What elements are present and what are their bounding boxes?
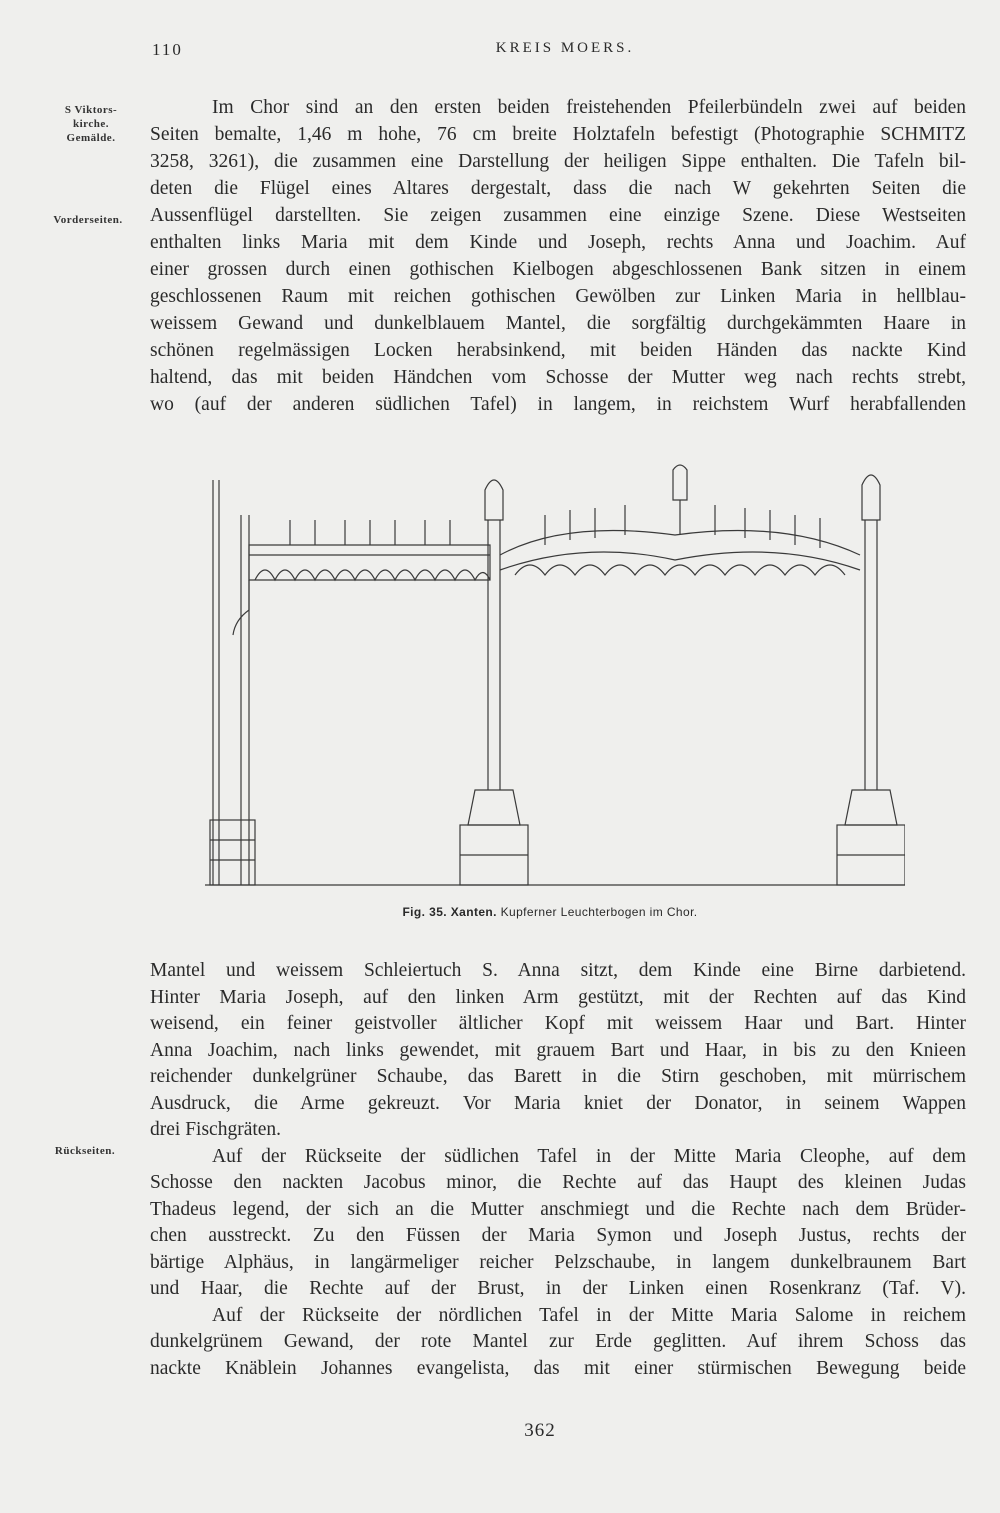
text-line: weissem Gewand und dunkelblauem Mantel, die sorgfältig durchgekämmten Haare in [150, 313, 966, 334]
figure-caption [0, 905, 1000, 919]
text-line: Aussenflügel darstellten. Sie zeigen zusammen eine einzige Szene. Diese Westseiten [150, 205, 966, 226]
text-line: wo (auf der anderen südlichen Tafel) in langem, in reichstem Wurf herabfallenden [150, 394, 966, 415]
text-line: einer grossen durch einen gothischen Kielbogen abgeschlossenen Bank sitzen in einem [150, 259, 966, 280]
text-line: Hinter Maria Joseph, auf den linken Arm gestützt, mit der Rechten auf das Kind [150, 986, 966, 1008]
running-title: KREIS MOERS. [495, 40, 635, 56]
paragraph-2 [150, 958, 966, 1382]
text-line: Auf der Rückseite der südlichen Tafel in der Mitte Maria Cleophe, auf dem [212, 1145, 966, 1167]
text-line: enthalten links Maria mit dem Kinde und Joseph, rechts Anna und Joachim. Auf [150, 232, 966, 253]
figure-place: Xanten. [450, 905, 497, 919]
text-line: drei Fischgräten. [150, 1119, 282, 1140]
figure-label: Fig. 35. [402, 905, 447, 919]
text-line: bärtige Alphäus, in langärmeliger reicher Pelzschaube, in langem dunkelbraunem Bart [150, 1251, 966, 1273]
text-line: chen ausstreckt. Zu den Füssen der Maria Symon und Joseph Justus, rechts der [150, 1225, 966, 1246]
margin-note-back: Rückseiten. [54, 1145, 116, 1157]
text-line: weisend, ein feiner geistvoller ältlicher Kopf mit weissem Haar und Bart. Hinter [150, 1013, 966, 1034]
margin-note-line: S Viktors- [64, 104, 118, 116]
paragraph-1 [150, 94, 966, 418]
text-line: geschlossenen Raum mit reichen gothischen Gewölben zur Linken Maria in hellblau- [150, 286, 966, 307]
text-line: dunkelgrünem Gewand, der rote Mantel zur Erde geglitten. Auf ihrem Schoss das [150, 1331, 966, 1352]
margin-note-church [36, 103, 146, 145]
candelabra-arch-illustration [205, 460, 905, 890]
text-line: haltend, das mit beiden Händchen vom Schosse der Mutter weg nach rechts strebt, [150, 367, 966, 388]
text-line: 3258, 3261), die zusammen eine Darstellung der heiligen Sippe enthalten. Die Tafeln bil- [150, 151, 966, 172]
text-line: Thadeus legend, der sich an die Mutter anschmiegt und die Rechte nach dem Brüder- [150, 1198, 966, 1220]
text-line: reichender dunkelgrüner Schaube, das Barett in die Stirn geschoben, mit mürrischem [150, 1066, 966, 1087]
text-line: Anna Joachim, nach links gewendet, mit grauem Bart und Haar, in bis zu den Knieen [150, 1039, 966, 1061]
text-line: und Haar, die Rechte auf der Brust, in der Linken einen Rosenkranz (Taf. V). [150, 1278, 966, 1299]
text-line: Schosse den nackten Jacobus minor, die Rechte auf das Haupt des kleinen Judas [150, 1172, 966, 1193]
text-line: Im Chor sind an den ersten beiden freistehenden Pfeilerbündeln zwei auf beiden [212, 97, 966, 118]
text-line: Seiten bemalte, 1,46 m hohe, 76 cm breite Holztafeln befestigt (Photographie SCHMITZ [150, 124, 966, 145]
margin-note-line: Gemälde. [66, 132, 116, 144]
text-line: Mantel und weissem Schleiertuch S. Anna sitzt, dem Kinde eine Birne darbietend. [150, 960, 966, 981]
margin-note-front: Vorderseiten. [53, 214, 123, 226]
text-line: Ausdruck, die Arme gekreuzt. Vor Maria kniet der Donator, in seinem Wappen [150, 1092, 966, 1114]
text-line: nackte Knäblein Johannes evangelista, das mit einer stürmischen Bewegung beide [150, 1357, 966, 1379]
text-line: schönen regelmässigen Locken herabsinkend, mit beiden Händen das nackte Kind [150, 340, 966, 361]
page-number: 110 [152, 40, 183, 59]
text-line: Auf der Rückseite der nördlichen Tafel in der Mitte Maria Salome in reichem [212, 1304, 966, 1326]
text-line: deten die Flügel eines Altares dergestalt, dass die nach W gekehrten Seiten die [150, 178, 966, 199]
margin-note-line: kirche. [73, 118, 109, 130]
sheet-number: 362 [524, 1420, 556, 1441]
figure-text: Kupferner Leuchterbogen im Chor. [500, 905, 698, 919]
